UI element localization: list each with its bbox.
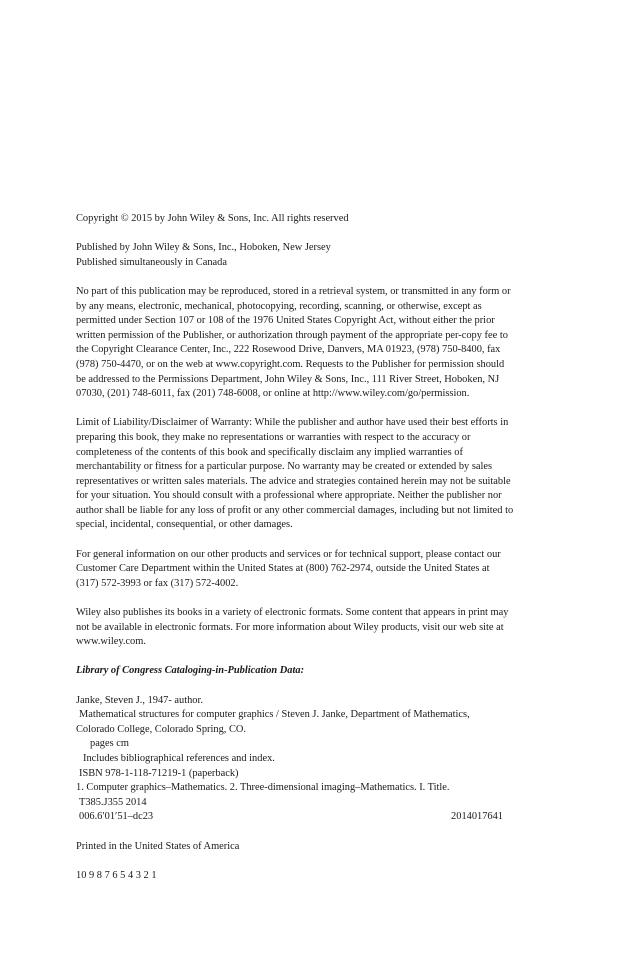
text-line: (317) 572-3993 or fax (317) 572-4002. — [76, 577, 239, 589]
text-line: written permission of the Publisher, or authorization through payment of the appropriate per-copy fee to — [76, 329, 508, 341]
print-line-block — [76, 869, 568, 884]
cip-dewey: 006.6′01′51–dc23 — [79, 811, 154, 823]
publisher-info — [76, 241, 568, 270]
cip-dewey-row — [76, 810, 503, 825]
cip-subjects: 1. Computer graphics–Mathematics. 2. Three-dimensional imaging–Mathematics. I. Title. — [76, 782, 450, 794]
text-line: 07030, (201) 748-6011, fax (201) 748-6008, or online at http://www.wiley.com/go/permission. — [76, 388, 470, 400]
printed-block — [76, 840, 568, 855]
liability-paragraph — [76, 416, 568, 533]
cip-title-continued: Colorado College, Colorado Spring, CO. — [76, 723, 246, 735]
text-line: for your situation. You should consult with a professional where appropriate. Neither the publisher nor — [76, 490, 502, 502]
formats-paragraph — [76, 606, 568, 650]
printed-line: Printed in the United States of America — [76, 840, 240, 852]
text-line: No part of this publication may be reproduced, stored in a retrieval system, or transmitted in any form or — [76, 285, 511, 297]
published-line: Published simultaneously in Canada — [76, 256, 227, 268]
text-line: the Copyright Clearance Center, Inc., 222 Rosewood Drive, Danvers, MA 01923, (978) 750-8400, fax — [76, 344, 501, 356]
support-paragraph — [76, 548, 568, 592]
print-number-line: 10 9 8 7 6 5 4 3 2 1 — [76, 869, 157, 881]
text-line: permitted under Section 107 or 108 of the 1976 United States Copyright Act, without either the prior — [76, 315, 495, 327]
text-line: completeness of the contents of this book and specifically disclaim any implied warranties of — [76, 446, 463, 458]
text-line: Customer Care Department within the United States at (800) 762-2974, outside the United States at — [76, 563, 490, 575]
copyright-notice — [76, 212, 568, 227]
text-line: be addressed to the Permissions Department, John Wiley & Sons, Inc., 111 River Street, Hoboken, NJ — [76, 373, 500, 385]
published-line: Published by John Wiley & Sons, Inc., Hoboken, New Jersey — [76, 242, 331, 254]
text-line: not be available in electronic formats. For more information about Wiley products, visit our web site at — [76, 621, 504, 633]
cip-title: Mathematical structures for computer graphics / Steven J. Janke, Department of Mathematics, — [79, 709, 470, 721]
cip-pages: pages cm — [90, 738, 129, 750]
text-line: merchantability or fitness for a particular purpose. No warranty may be created or extended by sales — [76, 461, 493, 473]
text-line: Limit of Liability/Disclaimer of Warranty: While the publisher and author have used their best efforts in — [76, 417, 509, 429]
text-line: (978) 750-4470, or on the web at www.copyright.com. Requests to the Publisher for permission should — [76, 358, 505, 370]
cip-author: Janke, Steven J., 1947- author. — [76, 694, 203, 706]
cip-isbn: ISBN 978-1-118-71219-1 (paperback) — [79, 767, 239, 779]
cip-heading-block — [76, 664, 568, 679]
text-line: by any means, electronic, mechanical, photocopying, recording, scanning, or otherwise, except as — [76, 300, 482, 312]
cip-heading: Library of Congress Cataloging-in-Publication Data: — [76, 665, 305, 677]
text-line: preparing this book, they make no representations or warranties with respect to the accuracy or — [76, 431, 471, 443]
cip-record — [76, 694, 568, 825]
permissions-paragraph — [76, 285, 568, 402]
text-line: author shall be liable for any loss of profit or any other commercial damages, including but not limited to — [76, 504, 514, 516]
text-line: For general information on our other products and services or for technical support, please contact our — [76, 548, 501, 560]
text-line: www.wiley.com. — [76, 636, 146, 648]
copyright-line: Copyright © 2015 by John Wiley & Sons, Inc. All rights reserved — [76, 213, 349, 224]
text-line: special, incidental, consequential, or other damages. — [76, 519, 293, 531]
text-line: Wiley also publishes its books in a variety of electronic formats. Some content that appears in print may — [76, 607, 509, 619]
text-line: representatives or written sales materials. The advice and strategies contained herein may not be suitable — [76, 475, 511, 487]
cip-lc-classification: T385.J355 2014 — [79, 796, 147, 808]
cip-lccn: 2014017641 — [451, 811, 503, 823]
copyright-content — [76, 212, 568, 898]
cip-bibliography-note: Includes bibliographical references and index. — [83, 752, 275, 764]
